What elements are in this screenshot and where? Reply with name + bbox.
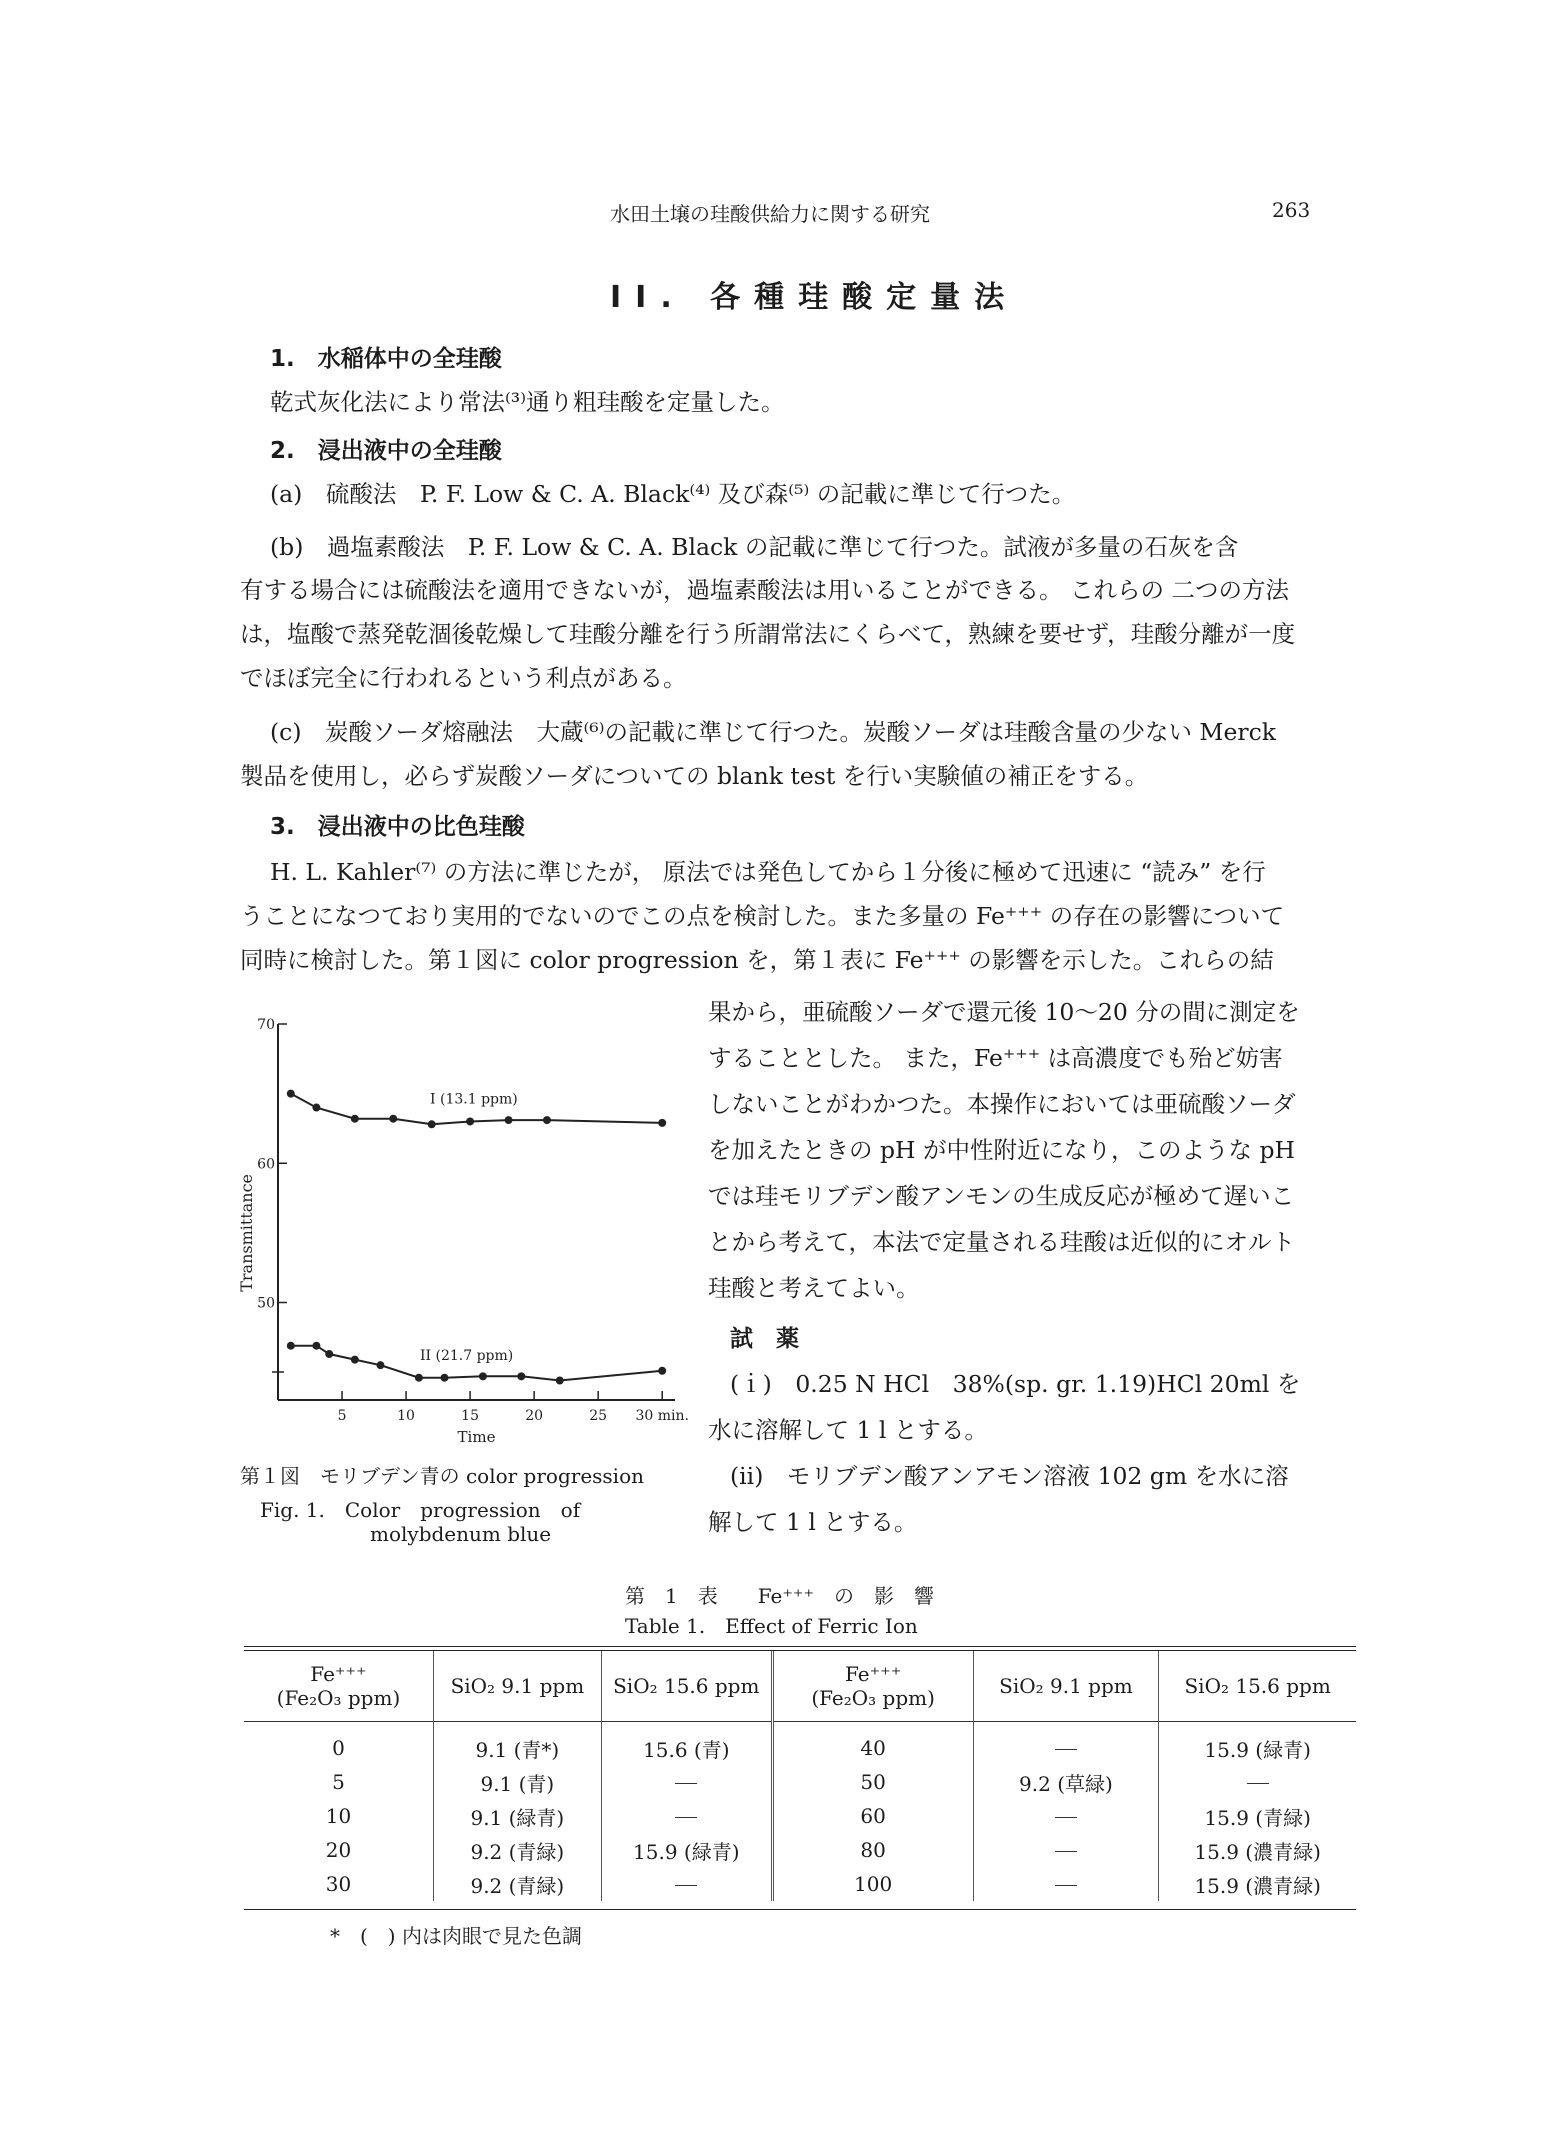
table-cell — [973, 1799, 1159, 1833]
table-row — [244, 1799, 1356, 1833]
x-tick-label: 30 min. — [635, 1408, 689, 1424]
x-tick-label: 25 — [589, 1408, 608, 1424]
reagent-i-line-2: 水に溶解して 1 l とする。 — [708, 1416, 988, 1444]
table-cell — [601, 1765, 772, 1799]
subsection-3-line-2: うことになつており実用的でないのでこの点を検討した。また多量の Fe⁺⁺⁺ の存在の影響について — [240, 902, 1285, 930]
data-point — [658, 1367, 666, 1375]
data-point — [325, 1350, 333, 1358]
table-row — [244, 1721, 1356, 1765]
color-progression-chart — [230, 1000, 700, 1460]
table-cell — [601, 1799, 772, 1833]
table-cell: 60 — [772, 1799, 973, 1833]
table-cell: 15.6 (青) — [601, 1721, 772, 1765]
table-cell: 9.2 (草緑) — [973, 1765, 1159, 1799]
table-header-row — [244, 1651, 1356, 1721]
subsection-3-right-line-6: とから考えて，本法で定量される珪酸は近似的にオルト — [708, 1228, 1296, 1256]
table-cell: 0 — [244, 1721, 433, 1765]
table-caption-jp: 第 1 表 Fe⁺⁺⁺ の 影 響 — [625, 1584, 935, 1608]
data-point — [658, 1119, 666, 1127]
figure-caption-en-line-1: Fig. 1. Color progression of — [260, 1498, 581, 1522]
subsection-2-para-b-line-4: でほぼ完全に行われるという利点がある。 — [240, 664, 687, 692]
data-point — [517, 1372, 525, 1380]
data-point — [428, 1120, 436, 1128]
table-header-line: (Fe₂O₃ ppm) — [276, 1685, 401, 1710]
subsection-3-right-line-2: することとした。 また，Fe⁺⁺⁺ は高濃度でも殆ど妨害 — [708, 1044, 1283, 1072]
table-cell: 9.1 (青*) — [433, 1721, 601, 1765]
subsection-2-para-a: (a) 硫酸法 P. F. Low & C. A. Black⁽⁴⁾ 及び森⁽⁵⁾ の記載に準じて行つた。 — [270, 480, 1076, 508]
table-cell — [973, 1721, 1159, 1765]
table-cell: 9.2 (青緑) — [433, 1867, 601, 1901]
table-cell: 40 — [772, 1721, 973, 1765]
table-header-fe-1 — [244, 1651, 433, 1721]
dash-mark — [1055, 1885, 1077, 1886]
table-cell: 100 — [772, 1867, 973, 1901]
dash-mark — [1055, 1817, 1077, 1818]
subsection-3-right-line-1: 果から，亜硫酸ソーダで還元後 10〜20 分の間に測定を — [708, 998, 1300, 1026]
y-tick-label: 70 — [257, 1017, 275, 1033]
table-cell: 15.9 (緑青) — [601, 1833, 772, 1867]
data-point — [287, 1090, 295, 1098]
effect-of-ferric-ion-table — [244, 1646, 1356, 1910]
subsection-1-text: 乾式灰化法により常法⁽³⁾通り粗珪酸を定量した。 — [270, 388, 785, 416]
subsection-3-line-3: 同時に検討した。第１図に color progression を，第１表に Fe⁺⁺⁺ の影響を示した。これらの結 — [240, 946, 1274, 974]
subsection-3-right-line-4: を加えたときの pH が中性附近になり，このような pH — [708, 1136, 1295, 1164]
y-axis-label: Transmittance — [237, 1173, 256, 1292]
y-tick-label: 60 — [257, 1156, 275, 1173]
table-header-sio2-15-6-b: SiO₂ 15.6 ppm — [1184, 1673, 1331, 1698]
table-cell: 9.2 (青緑) — [433, 1833, 601, 1867]
subsection-2-heading: 2. 浸出液中の全珪酸 — [270, 438, 502, 464]
data-point — [505, 1116, 513, 1124]
dash-mark — [675, 1783, 697, 1784]
data-point — [543, 1116, 551, 1124]
dash-mark — [675, 1885, 697, 1886]
table-cell: 80 — [772, 1833, 973, 1867]
table-cell: 15.9 (濃青緑) — [1194, 1839, 1321, 1864]
data-point — [440, 1374, 448, 1382]
dash-mark — [675, 1817, 697, 1818]
data-point — [287, 1342, 295, 1350]
table-header-line: Fe⁺⁺⁺ — [310, 1661, 367, 1686]
subsection-3-right-line-3: しないことがわかつた。本操作においては亜硫酸ソーダ — [708, 1090, 1296, 1118]
table-cell: 30 — [244, 1867, 433, 1901]
table-header-sio2-9-1: SiO₂ 9.1 ppm — [433, 1651, 601, 1721]
subsection-2-para-c-line-1: (c) 炭酸ソーダ熔融法 大蔵⁽⁶⁾の記載に準じて行つた。炭酸ソーダは珪酸含量の少ない Merck — [270, 718, 1277, 746]
table-cell: 5 — [244, 1765, 433, 1799]
subsection-2-para-b-line-3: は，塩酸で蒸発乾涸後乾燥して珪酸分離を行う所謂常法にくらべて，熟練を要せず，珪酸分離が一度 — [240, 620, 1296, 648]
table-header-line: Fe⁺⁺⁺ — [844, 1661, 902, 1686]
data-point — [312, 1342, 320, 1350]
data-point — [466, 1117, 474, 1125]
table-cell: 9.1 (青) — [433, 1765, 601, 1799]
table-cell: 15.9 (濃青緑) — [1194, 1873, 1321, 1898]
dash-mark — [1055, 1851, 1077, 1852]
subsection-3-right-line-5: では珪モリブデン酸アンモンの生成反応が極めて遅いこ — [708, 1182, 1295, 1210]
table-header-sio2-9-1-b: SiO₂ 9.1 ppm — [973, 1651, 1159, 1721]
data-point — [389, 1115, 397, 1123]
table-footnote: * ( ) 内は肉眼で見た色調 — [330, 1924, 582, 1948]
x-tick-label: 15 — [461, 1408, 480, 1424]
data-point — [556, 1377, 564, 1385]
table-header-sio2-15-6: SiO₂ 15.6 ppm — [601, 1651, 772, 1721]
table-cell: 15.9 (緑青) — [1204, 1737, 1311, 1762]
table-header-line: (Fe₂O₃ ppm) — [811, 1685, 935, 1710]
x-axis-label: Time — [457, 1428, 496, 1446]
x-tick-label: 10 — [397, 1408, 415, 1424]
table-cell: 15.9 (青緑) — [1204, 1805, 1311, 1830]
reagent-i-line-1: (ｉ) 0.25 N HCl 38%(sp. gr. 1.19)HCl 20ml を — [730, 1370, 1301, 1398]
table-header-fe-2 — [772, 1651, 973, 1721]
table-cell: 50 — [772, 1765, 973, 1799]
reagent-ii-line-1: (ii) モリブデン酸アンアモン溶液 102 gm を水に溶 — [730, 1462, 1289, 1490]
subsection-2-para-c-line-2: 製品を使用し，必らず炭酸ソーダについての blank test を行い実験値の補正をする。 — [240, 762, 1149, 790]
table-cell — [601, 1867, 772, 1901]
subsection-3-right-line-7: 珪酸と考えてよい。 — [708, 1274, 920, 1302]
series-label: II (21.7 ppm) — [420, 1348, 514, 1365]
data-point — [351, 1115, 359, 1123]
data-point — [415, 1374, 423, 1382]
table-row — [244, 1833, 1356, 1867]
dash-mark — [1247, 1783, 1269, 1784]
series-label: I (13.1 ppm) — [430, 1091, 518, 1108]
data-point — [479, 1372, 487, 1380]
page-number: 263 — [1272, 198, 1311, 222]
reagent-ii-line-2: 解して 1 l とする。 — [708, 1508, 918, 1536]
table-cell: 9.1 (緑青) — [433, 1799, 601, 1833]
subsection-3-heading: 3. 浸出液中の比色珪酸 — [270, 814, 525, 840]
subsection-1-heading: 1. 水稲体中の全珪酸 — [270, 346, 502, 372]
table-cell — [973, 1833, 1159, 1867]
data-point — [312, 1104, 320, 1112]
subsection-3-line-1: H. L. Kahler⁽⁷⁾ の方法に準じたが， 原法では発色してから１分後に極めて迅速に “読み” を行 — [270, 858, 1266, 886]
reagents-heading: 試 薬 — [730, 1326, 799, 1352]
table-cell — [1159, 1765, 1356, 1799]
subsection-2-para-b-line-1: (b) 過塩素酸法 P. F. Low & C. A. Black の記載に準じて行つた。試液が多量の石灰を含 — [270, 533, 1239, 561]
data-point — [351, 1356, 359, 1364]
table-cell — [973, 1867, 1159, 1901]
figure-caption-en-line-2: molybdenum blue — [370, 1522, 552, 1546]
x-tick-label: 20 — [525, 1408, 544, 1424]
x-tick-label: 5 — [337, 1408, 347, 1424]
section-title: II. 各種珪酸定量法 — [610, 280, 1019, 315]
dash-mark — [1055, 1749, 1077, 1750]
figure-caption-jp: 第１図 モリブデン青の color progression — [240, 1464, 645, 1488]
table-cell: 10 — [244, 1799, 433, 1833]
table-cell: 20 — [244, 1833, 433, 1867]
data-point — [376, 1361, 384, 1369]
table-caption-en: Table 1. Effect of Ferric Ion — [625, 1614, 918, 1638]
subsection-2-para-b-line-2: 有する場合には硫酸法を適用できないが，過塩素酸法は用いることができる。 これらの 二つの方法 — [240, 576, 1289, 604]
table-row — [244, 1867, 1356, 1901]
y-tick-label: 50 — [257, 1295, 275, 1312]
table-row — [244, 1765, 1356, 1799]
running-title: 水田土壌の珪酸供給力に関する研究 — [610, 202, 930, 226]
